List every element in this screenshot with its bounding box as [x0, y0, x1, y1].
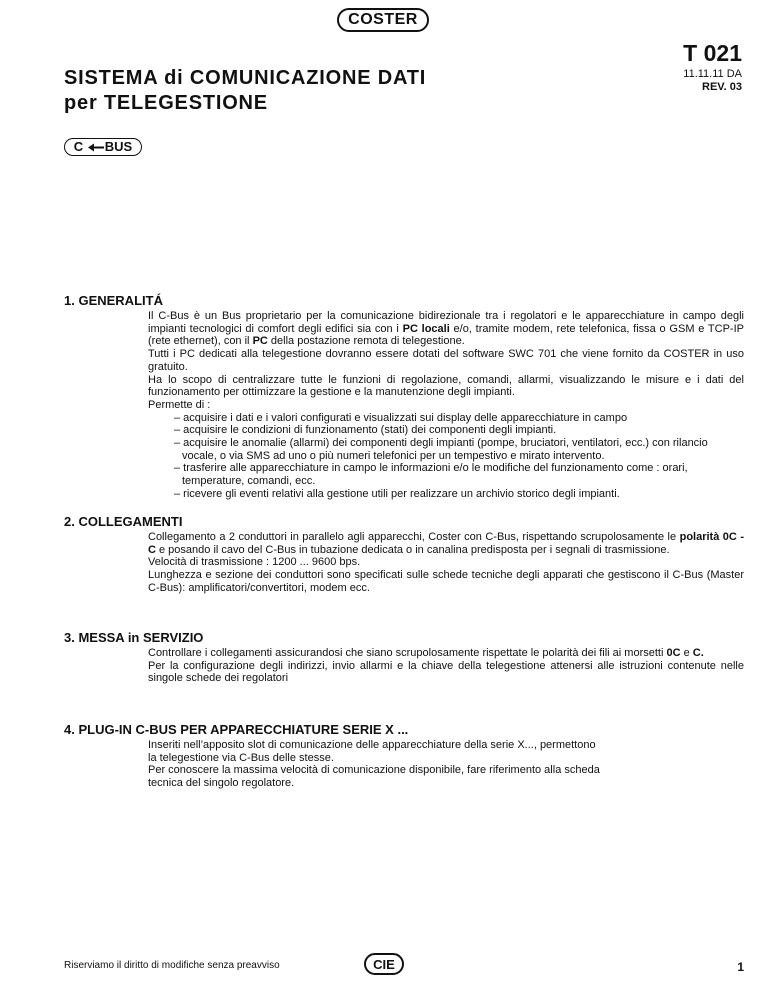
emphasis: PC locali: [402, 322, 450, 335]
section-2-paragraph-1: [148, 531, 744, 556]
section-4-line: tecnica del singolo regolatore.: [148, 777, 295, 790]
text: Controllare i collegamenti assicurandosi che siano scrupolosamente rispettate le polarità dei fili ai morsetti: [148, 647, 667, 659]
section-2-paragraph-3: Lunghezza e sezione dei conduttori sono specificati sulle schede tecniche degli apparati che gestiscono il C-Bus (Master C-Bus): amplificatori/convertitori, modem ecc.: [148, 569, 744, 594]
section-4-line: Per conoscere la massima velocità di comunicazione disponibile, fare riferimento alla scheda: [148, 764, 600, 777]
page-number: 1: [737, 960, 744, 974]
text: Il C-Bus è un Bus proprietario per la comunicazione bidirezionale tra i regolatori e le apparecchiature in campo degli impianti tecnologici di comfort degli edifici sia con i: [148, 310, 744, 335]
section-3-body: [148, 647, 744, 685]
cbus-badge: [64, 138, 142, 156]
footer-note: Riserviamo il diritto di modifiche senza preavviso: [64, 960, 280, 971]
section-1-title: 1. GENERALITÁ: [64, 293, 163, 308]
text: e/o, tramite modem, rete telefonica, fissa o GSM e TCP-IP (rete ethernet), con il: [148, 322, 744, 348]
section-3-title: 3. MESSA in SERVIZIO: [64, 630, 204, 645]
section-2-paragraph-2: Velocità di trasmissione : 1200 ... 9600 bps.: [148, 556, 361, 569]
list-item: – ricevere gli eventi relativi alla gestione utili per realizzare un archivio storico degli impianti.: [174, 487, 620, 500]
text: della postazione remota di telegestione.: [267, 335, 465, 348]
section-1-paragraph-1: [148, 310, 744, 348]
cie-logo-text: CIE: [373, 957, 395, 972]
section-1-paragraph-2: Tutti i PC dedicati alla telegestione dovranno essere dotati del software SWC 701 che viene fornito da COSTER in uso gratuito.: [148, 348, 744, 373]
list-item: – acquisire i dati e i valori configurati e visualizzati sui display delle apparecchiature in campo: [174, 411, 628, 424]
document-number: T 021: [683, 40, 742, 66]
cie-logo: [364, 953, 404, 975]
list-item: – trasferire alle apparecchiature in campo le informazioni e/o le modifiche del funzionamento come : orari,: [174, 462, 688, 475]
page-title: [64, 66, 426, 116]
section-3-paragraph-1: [148, 647, 744, 660]
emphasis: 0C: [666, 647, 681, 659]
list-item-continuation: temperature, comandi, ecc.: [182, 475, 316, 488]
document-revision: REV. 03: [702, 81, 742, 93]
section-2-title: 2. COLLEGAMENTI: [64, 514, 183, 529]
section-4-body: [148, 739, 744, 790]
title-line-2: per TELEGESTIONE: [64, 92, 268, 114]
section-4-line: la telegestione via C-Bus delle stesse.: [148, 751, 334, 764]
cbus-badge-bus: BUS: [104, 139, 133, 154]
section-4-line: Inseriti nell’apposito slot di comunicazione delle apparecchiature della serie X..., permettono: [148, 739, 596, 751]
section-4-title: 4. PLUG-IN C-BUS PER APPARECCHIATURE SERIE X ...: [64, 722, 409, 737]
section-1-paragraph-4: Permette di :: [148, 398, 211, 411]
section-3-paragraph-2: Per la configurazione degli indirizzi, invio allarmi e la chiave della telegestione attenersi alle istruzioni contenute nelle singole schede dei regolatori: [148, 659, 744, 685]
section-1-paragraph-3: Ha lo scopo di centralizzare tutte le funzioni di regolazione, comandi, allarmi, visualizzando le misure e i dati del funzionamento per ottimizzare la gestione e la manutenzione degli impianti.: [148, 373, 744, 399]
list-item: – acquisire le anomalie (allarmi) dei componenti degli impianti (pompe, bruciatori, ventilatori, ecc.) con rilancio: [174, 437, 708, 450]
emphasis: C.: [692, 647, 704, 659]
document-date: 11.11.11 DA: [683, 68, 742, 80]
text: Collegamento a 2 conduttori in parallelo agli apparecchi, Coster con C-Bus, rispettando scrupolosamente le: [148, 531, 680, 543]
emphasis: PC: [252, 335, 268, 348]
text: e posando il cavo del C-Bus in tubazione dedicata o in canalina predisposta per i segnali di trasmissione.: [155, 543, 670, 556]
emphasis: polarità 0C - C: [148, 531, 744, 556]
list-item-continuation: vocale, o via SMS ad uno o più numeri telefonici per un tempestivo e mirato intervento.: [182, 449, 605, 462]
list-item: – acquisire le condizioni di funzionamento (stati) dei componenti degli impianti.: [174, 424, 557, 437]
coster-logo: COSTER: [337, 8, 429, 32]
section-2-body: [148, 531, 744, 595]
cbus-badge-c: C: [73, 139, 84, 154]
arrow-left-icon: [88, 143, 104, 152]
title-line-1: SISTEMA di COMUNICAZIONE DATI: [64, 67, 427, 89]
text: e: [680, 647, 693, 659]
section-1-body: [148, 310, 744, 501]
